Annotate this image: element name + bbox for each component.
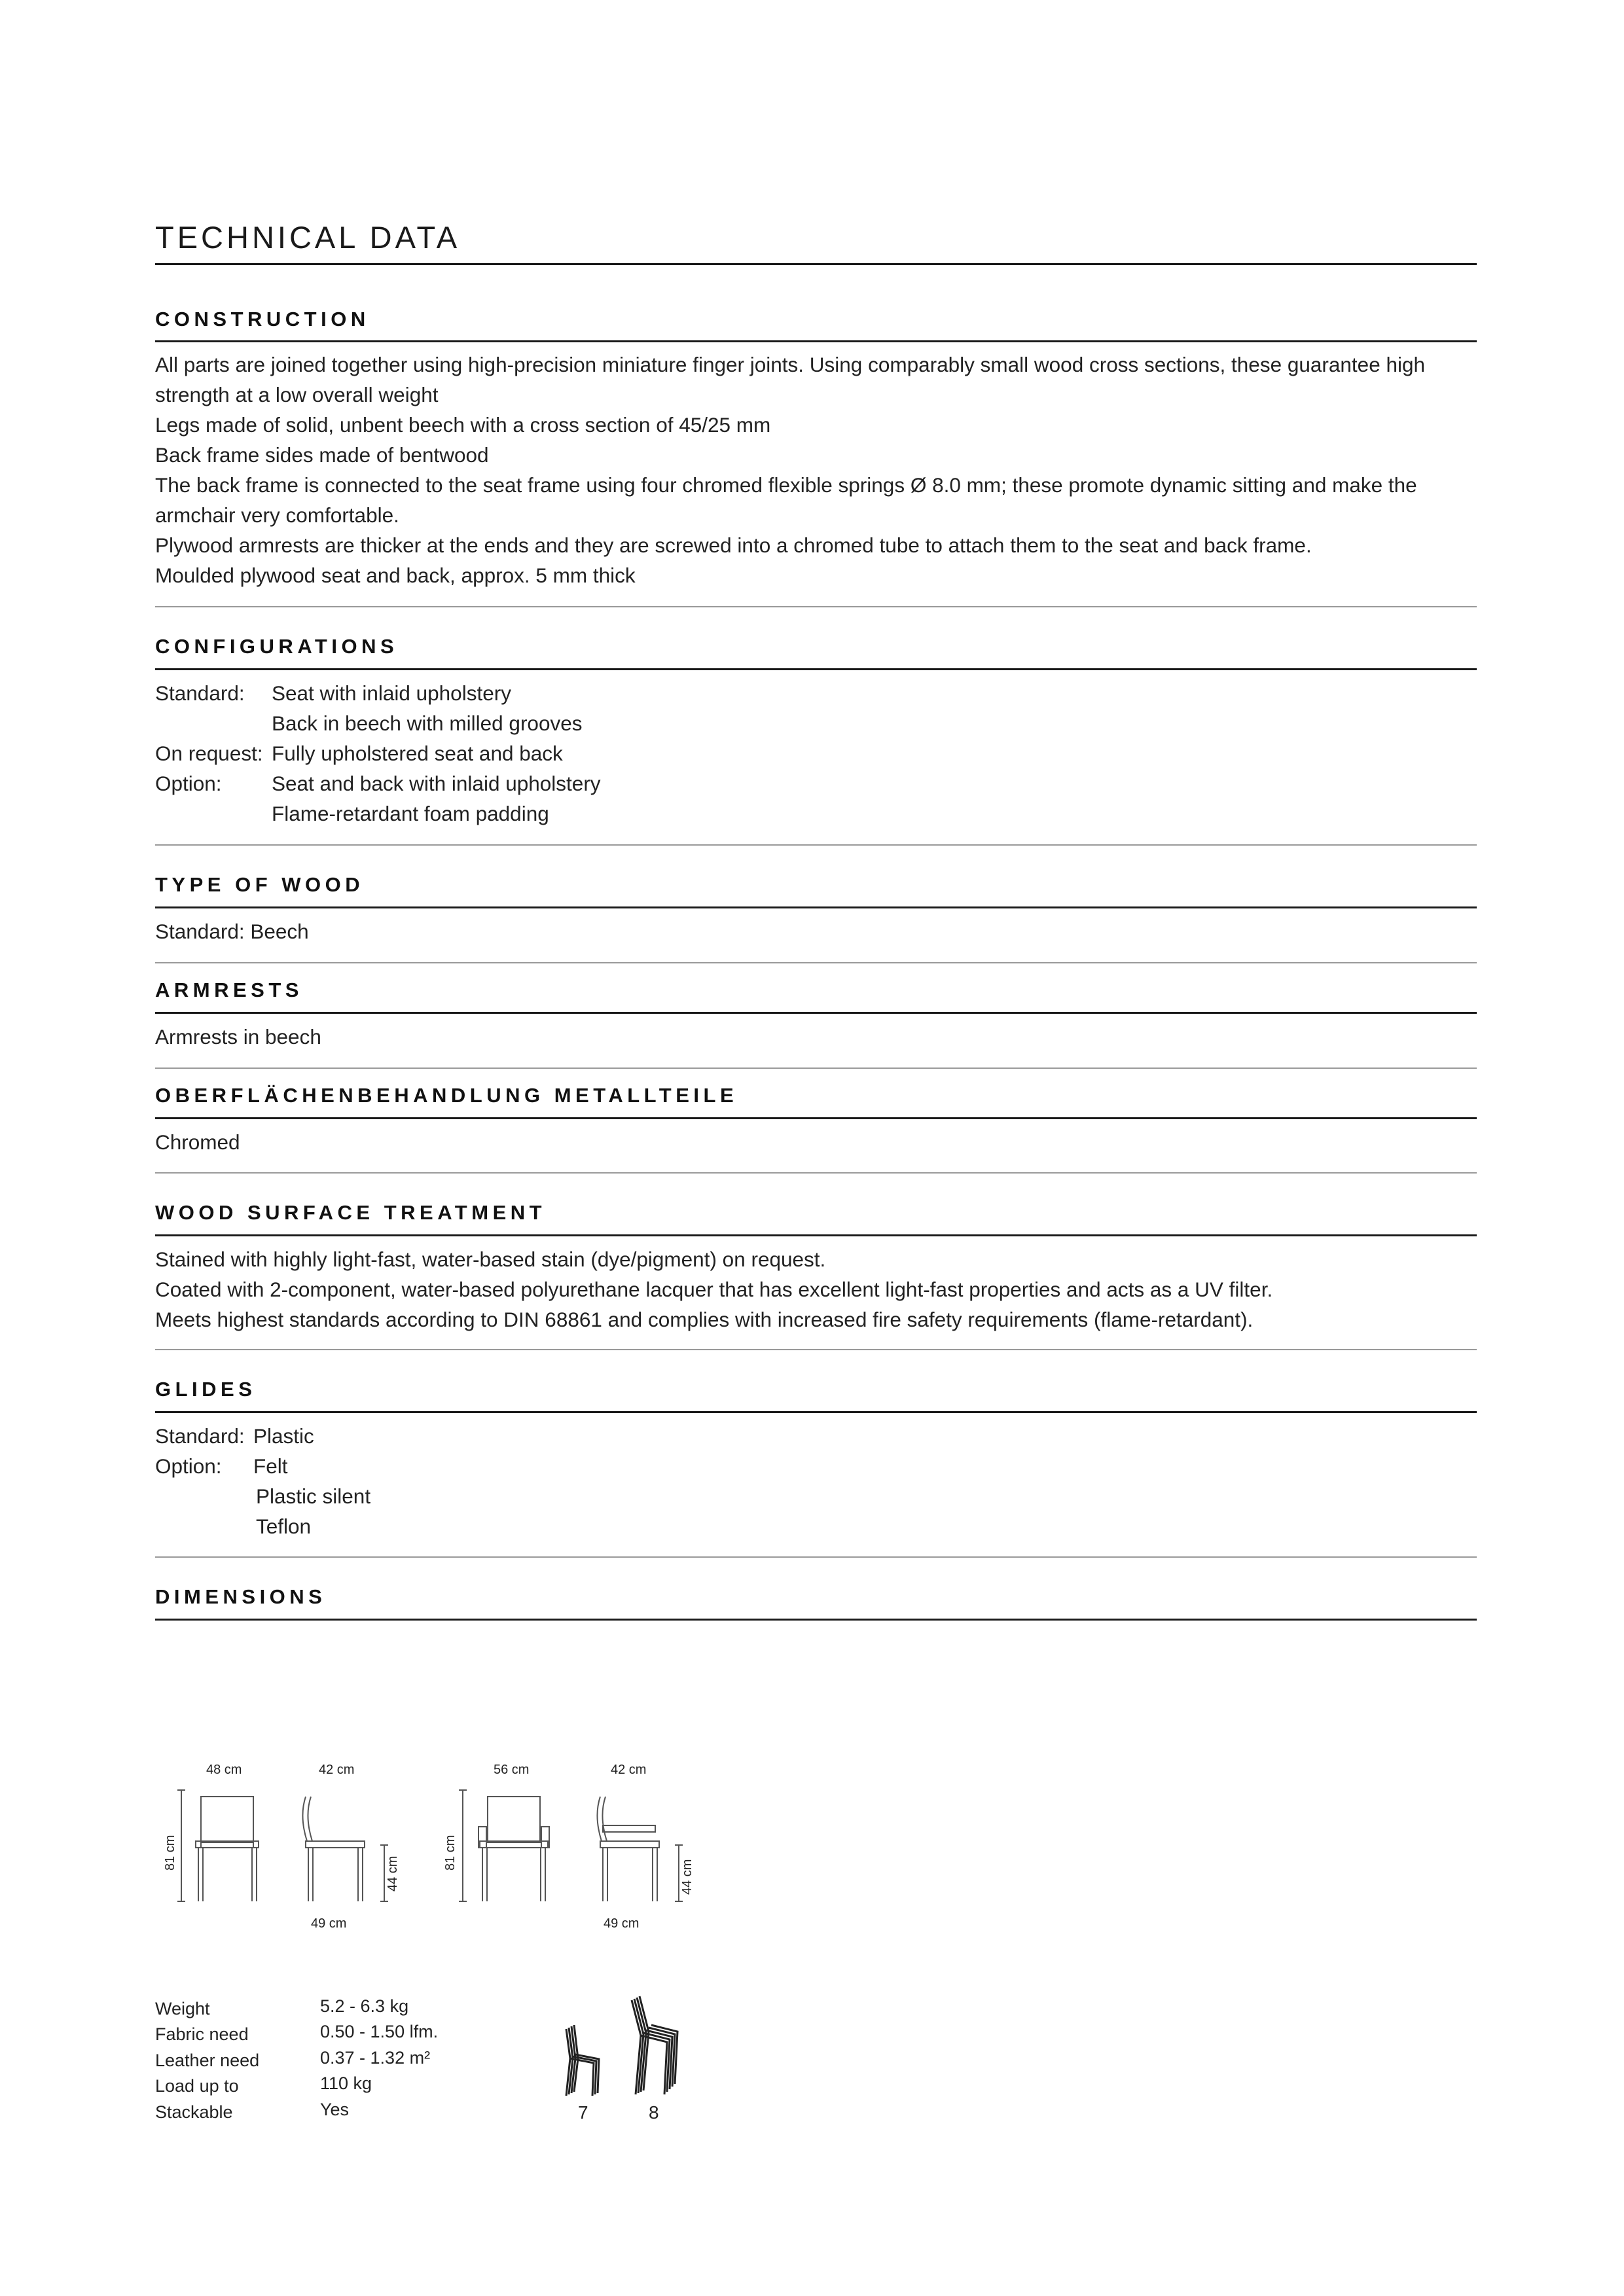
- glides-label: Standard:: [155, 1424, 245, 1448]
- armchair-height-label: 81 cm: [443, 1835, 458, 1871]
- section-divider: [155, 1172, 1477, 1174]
- spec-label: Leather need: [155, 2051, 260, 2070]
- config-label: On request:: [155, 742, 263, 765]
- glides-heading: GLIDES: [155, 1378, 257, 1401]
- configurations-heading-rule: [155, 668, 1477, 670]
- chair-front-drawing: [181, 1790, 260, 1905]
- chair-depth-top-label: 42 cm: [319, 1763, 355, 1777]
- spec-label: Weight: [155, 1999, 210, 2018]
- glides-value: Plastic: [253, 1424, 314, 1448]
- armchair-depth-label: 49 cm: [604, 1916, 640, 1931]
- spec-label: Fabric need: [155, 2024, 249, 2044]
- glides-heading-rule: [155, 1411, 1477, 1413]
- dimensions-heading: DIMENSIONS: [155, 1585, 327, 1608]
- construction-line: Legs made of solid, unbent beech with a cross section of 45/25 mm: [155, 413, 771, 437]
- config-value: Seat with inlaid upholstery: [272, 681, 511, 705]
- config-label: Standard:: [155, 681, 245, 705]
- armrests-text: Armrests in beech: [155, 1025, 321, 1049]
- wood-surface-line: Stained with highly light-fast, water-based stain (dye/pigment) on request.: [155, 1247, 826, 1271]
- spec-value: 5.2 - 6.3 kg: [320, 1996, 409, 2016]
- construction-line: armchair very comfortable.: [155, 503, 399, 527]
- spec-value: Yes: [320, 2100, 350, 2119]
- construction-line: Plywood armrests are thicker at the ends and they are screwed into a chromed tube to attach them to the seat and back frame.: [155, 533, 1312, 557]
- section-divider: [155, 962, 1477, 963]
- stack-7-icon: [561, 2022, 607, 2101]
- metal-parts-heading-rule: [155, 1117, 1477, 1119]
- config-value: Fully upholstered seat and back: [272, 742, 563, 765]
- construction-line: strength at a low overall weight: [155, 383, 439, 406]
- spec-value: 0.37 - 1.32 m²: [320, 2048, 431, 2068]
- metal-parts-text: Chromed: [155, 1130, 240, 1154]
- config-value: Back in beech with milled grooves: [272, 711, 583, 735]
- glides-value: Plastic silent: [256, 1484, 371, 1508]
- config-value: Seat and back with inlaid upholstery: [272, 772, 601, 795]
- spec-value: 0.50 - 1.50 lfm.: [320, 2022, 439, 2041]
- glides-value: Felt: [253, 1454, 288, 1478]
- chair-height-label: 81 cm: [163, 1835, 177, 1871]
- section-divider: [155, 606, 1477, 607]
- armrests-heading: ARMRESTS: [155, 978, 303, 1001]
- wood-surface-heading: WOOD SURFACE TREATMENT: [155, 1201, 547, 1224]
- dimensions-heading-rule: [155, 1619, 1477, 1621]
- armrests-heading-rule: [155, 1012, 1477, 1014]
- glides-value: Teflon: [256, 1515, 312, 1538]
- construction-heading: CONSTRUCTION: [155, 308, 370, 331]
- section-divider: [155, 1067, 1477, 1069]
- wood-surface-line: Meets highest standards according to DIN 68861 and complies with increased fire safety requirements (flame-retardant).: [155, 1308, 1254, 1331]
- spec-label: Stackable: [155, 2102, 233, 2122]
- armchair-seat-height-label: 44 cm: [680, 1859, 695, 1895]
- construction-line: All parts are joined together using high-precision miniature finger joints. Using comparably small wood cross sections, these guarantee high: [155, 353, 1426, 376]
- stack-8-label: 8: [649, 2102, 659, 2123]
- chair-width-label: 48 cm: [206, 1763, 242, 1777]
- stack-8-icon: [626, 1996, 685, 2101]
- glides-label: Option:: [155, 1454, 222, 1478]
- config-label: Option:: [155, 772, 222, 795]
- spec-label: Load up to: [155, 2076, 239, 2096]
- construction-heading-rule: [155, 340, 1477, 342]
- config-value: Flame-retardant foam padding: [272, 802, 549, 825]
- construction-line: The back frame is connected to the seat frame using four chromed flexible springs Ø 8.0 mm; these promote dynamic sitting and make the: [155, 473, 1417, 497]
- section-divider: [155, 1556, 1477, 1558]
- section-divider: [155, 1349, 1477, 1350]
- wood-surface-heading-rule: [155, 1234, 1477, 1236]
- type-of-wood-heading-rule: [155, 906, 1477, 908]
- armchair-front-drawing: [463, 1790, 558, 1905]
- type-of-wood-heading: TYPE OF WOOD: [155, 873, 365, 896]
- chair-seat-height-label: 44 cm: [386, 1856, 400, 1892]
- armchair-width-label: 56 cm: [494, 1763, 530, 1777]
- metal-parts-heading: OBERFLÄCHENBEHANDLUNG METALLTEILE: [155, 1084, 738, 1107]
- construction-line: Moulded plywood seat and back, approx. 5 mm thick: [155, 564, 636, 587]
- spec-value: 110 kg: [320, 2073, 372, 2093]
- type-of-wood-text: Standard: Beech: [155, 920, 309, 943]
- section-divider: [155, 844, 1477, 846]
- document-title: TECHNICAL DATA: [155, 220, 461, 255]
- chair-depth-label: 49 cm: [311, 1916, 347, 1931]
- title-divider: [155, 263, 1477, 265]
- stack-7-label: 7: [578, 2102, 588, 2123]
- configurations-heading: CONFIGURATIONS: [155, 635, 399, 658]
- armchair-depth-top-label: 42 cm: [611, 1763, 647, 1777]
- wood-surface-line: Coated with 2-component, water-based polyurethane lacquer that has excellent light-fast properties and acts as a UV filter.: [155, 1278, 1273, 1301]
- construction-line: Back frame sides made of bentwood: [155, 443, 489, 467]
